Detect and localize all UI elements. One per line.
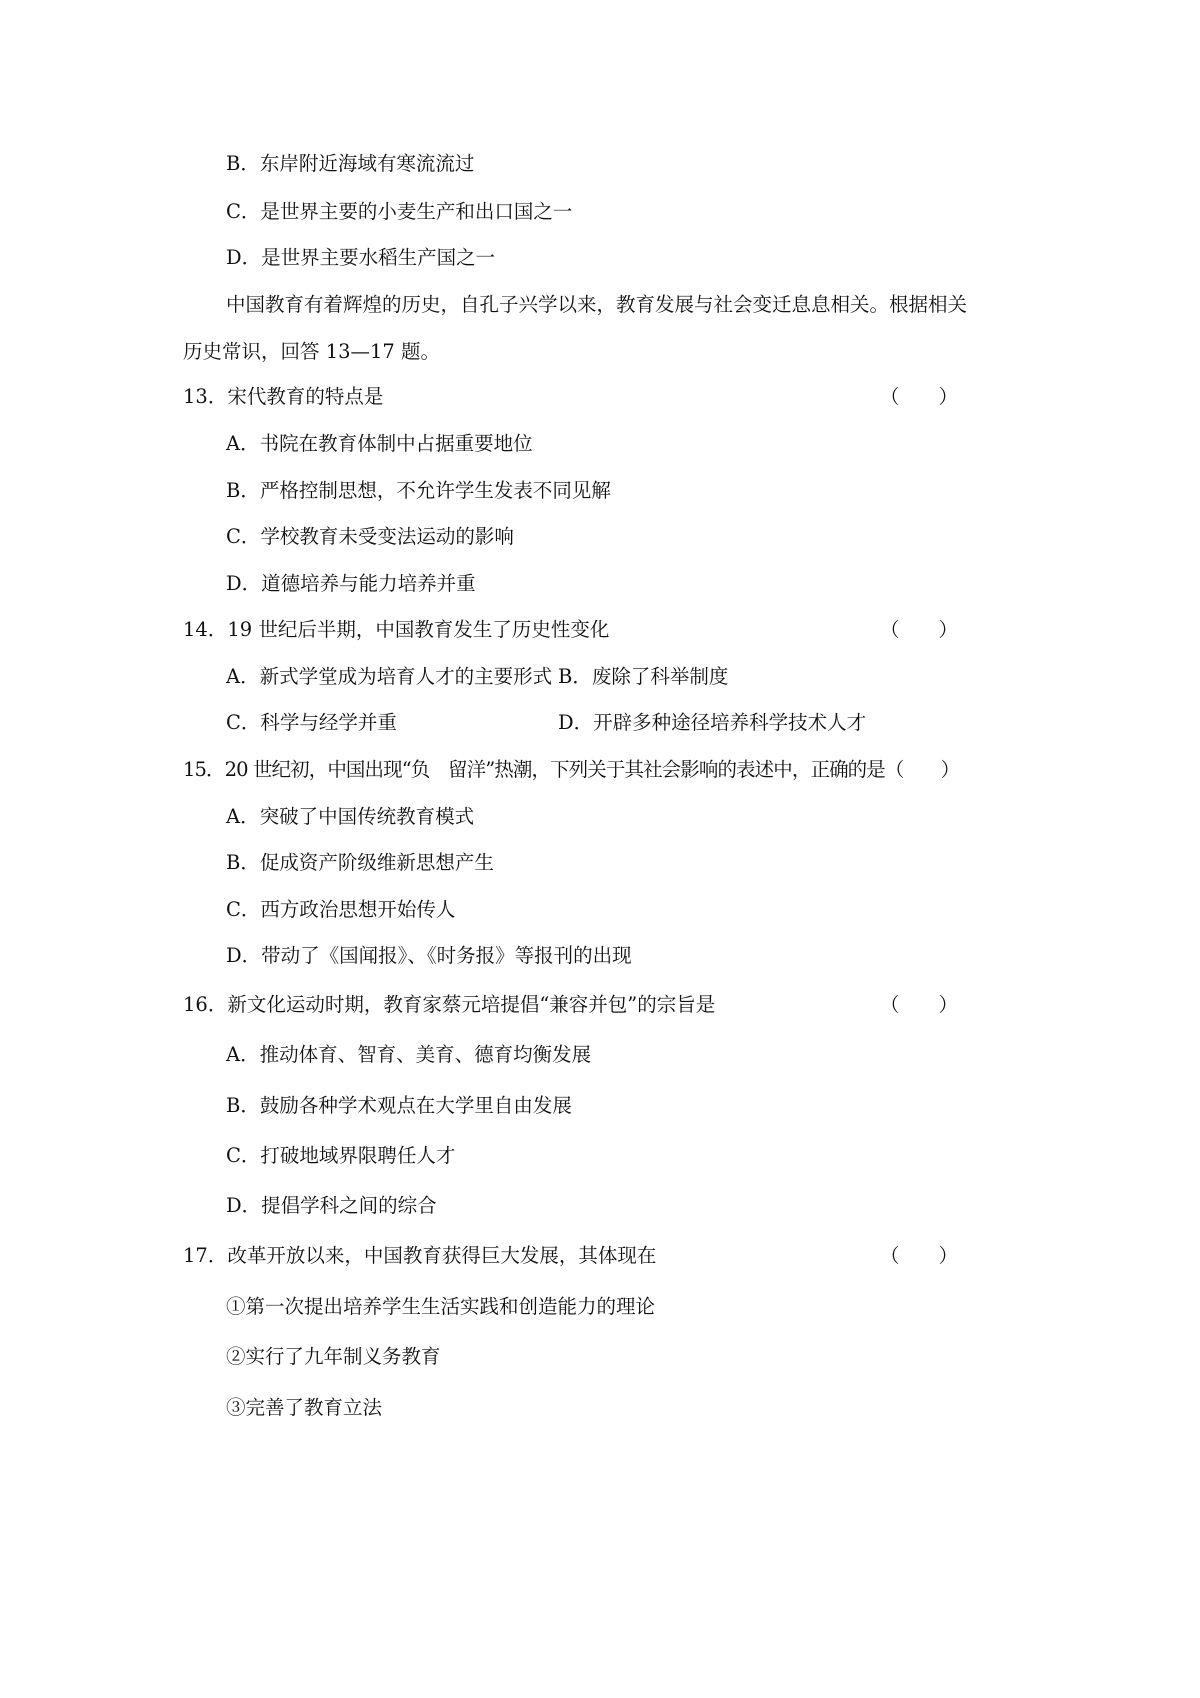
q16-option-d: D．提倡学科之间的综合	[226, 1194, 437, 1217]
answer-paren-13: （ ）	[880, 385, 959, 408]
q15-option-c: C．西方政治思想开始传人	[226, 898, 456, 921]
intro-line-2: 历史常识，回答 13—17 题。	[183, 340, 441, 363]
question-17-stem: 17．改革开放以来，中国教育获得巨大发展，其体现在	[183, 1244, 657, 1267]
option-b: B．东岸附近海域有寒流流过	[226, 152, 475, 175]
question-13-stem: 13．宋代教育的特点是	[183, 385, 384, 408]
q14-option-a: A．新式学堂成为培育人才的主要形式	[226, 665, 553, 688]
q16-option-b: B．鼓励各种学术观点在大学里自由发展	[226, 1094, 572, 1117]
q17-item-2: ②实行了九年制义务教育	[226, 1345, 441, 1368]
question-15-stem: 15．20 世纪初，中国出现“负 留洋”热潮，下列关于其社会影响的表述中，正确的是（ ）	[183, 758, 960, 781]
q17-item-1: ①第一次提出培养学生生活实践和创造能力的理论	[226, 1295, 656, 1318]
question-14-stem: 14．19 世纪后半期，中国教育发生了历史性变化	[183, 618, 610, 641]
answer-paren-16: （ ）	[880, 993, 959, 1016]
q13-option-b: B．严格控制思想，不允许学生发表不同见解	[226, 479, 611, 502]
intro-line-1: 中国教育有着辉煌的历史，自孔子兴学以来，教育发展与社会变迁息息相关。根据相关	[226, 293, 968, 316]
q15-option-d: D．带动了《国闻报》、《时务报》等报刊的出现	[226, 944, 632, 967]
answer-paren-14: （ ）	[880, 618, 959, 641]
q14-option-b: B．废除了科举制度	[558, 665, 729, 688]
q13-option-d: D．道德培养与能力培养并重	[226, 572, 476, 595]
q16-option-c: C．打破地域界限聘任人才	[226, 1144, 456, 1167]
q15-option-a: A．突破了中国传统教育模式	[226, 805, 475, 828]
option-d: D．是世界主要水稻生产国之一	[226, 246, 496, 269]
answer-paren-17: （ ）	[880, 1244, 959, 1267]
q14-option-c: C．科学与经学并重	[226, 711, 397, 734]
q16-option-a: A．推动体育、智育、美育、德育均衡发展	[226, 1043, 592, 1066]
option-c: C．是世界主要的小麦生产和出口国之一	[226, 200, 573, 223]
q13-option-a: A．书院在教育体制中占据重要地位	[226, 432, 533, 455]
q15-option-b: B．促成资产阶级维新思想产生	[226, 851, 494, 874]
q14-option-d: D．开辟多种途径培养科学技术人才	[558, 711, 867, 734]
q13-option-c: C．学校教育未受变法运动的影响	[226, 525, 514, 548]
question-16-stem: 16．新文化运动时期，教育家蔡元培提倡“兼容并包”的宗旨是	[183, 993, 716, 1016]
q17-item-3: ③完善了教育立法	[226, 1396, 383, 1419]
